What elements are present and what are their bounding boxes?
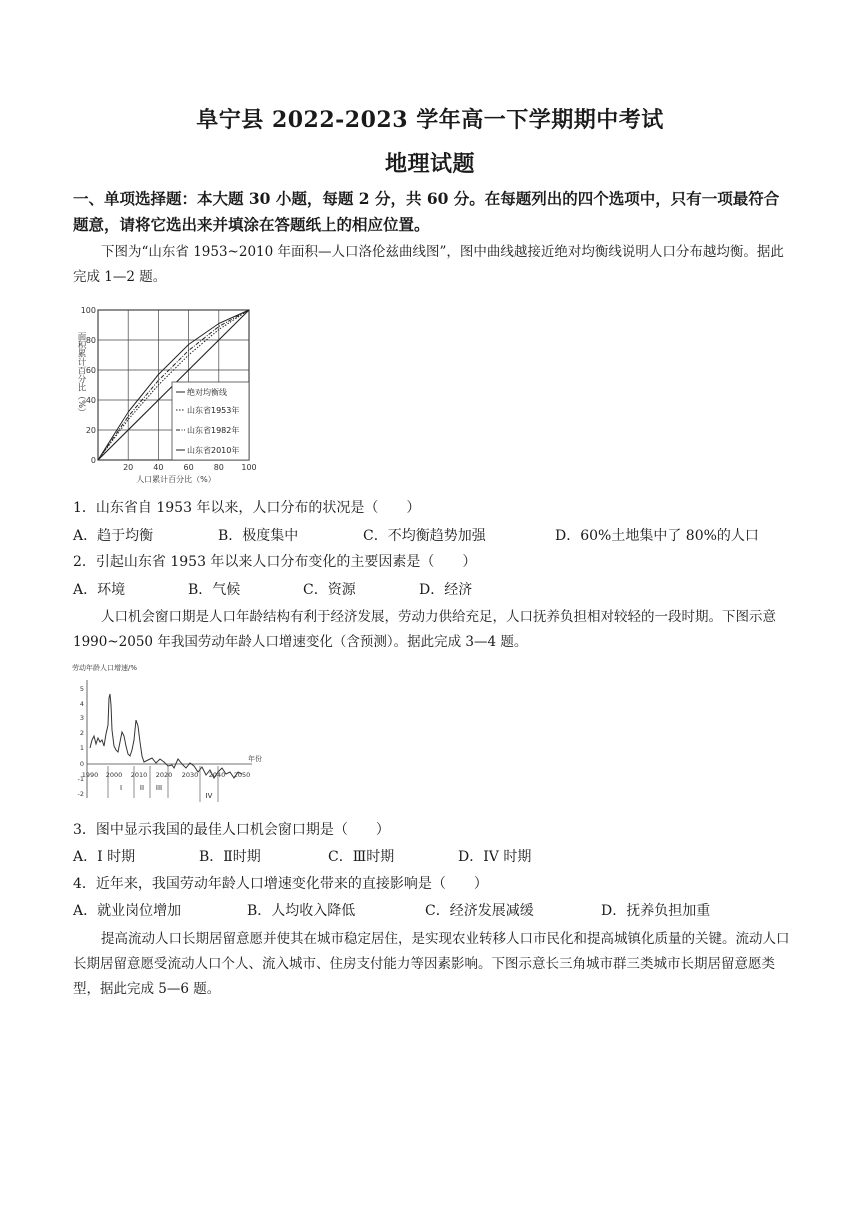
ytick-label: 80 [85, 336, 96, 345]
xtick-label: 2020 [155, 771, 173, 779]
legend-label-2010: 山东省2010年 [187, 446, 240, 455]
intro-text-2: 人口机会窗口期是人口年龄结构有利于经济发展，劳动力供给充足，人口抚养负担相对较轻的一段时期。下图示意 1990~2050 年我国劳动年龄人口增速变化（含预测）。据此完成 3—4 题。 [73, 609, 776, 650]
q3-option-d[interactable]: D．IV 时期 [458, 849, 532, 865]
ytick-label: 5 [79, 685, 84, 693]
q3-option-c[interactable]: C．Ⅲ时期 [328, 849, 395, 865]
lorenz-xlabel: 人口累计百分比（%） [136, 475, 216, 484]
exam-title: 阜宁县 2022-2023 学年高一下学期期中考试 [196, 107, 664, 133]
labor-yticks [78, 685, 84, 798]
ytick-label: 60 [85, 366, 96, 375]
q2-option-d[interactable]: D．经济 [419, 582, 473, 598]
intro-text-3: 提高流动人口长期居留意愿并使其在城市稳定居住，是实现农业转移人口市民化和提高城镇化质量的关键。流动人口长期居留意愿受流动人口个人、流入城市、住房支付能力等因素影响。下图示意长三角城市群三类城市长期居留意愿类型，据此完成 5—6 题。 [73, 931, 790, 997]
lorenz-legend [172, 382, 249, 460]
ytick-label: 100 [80, 306, 96, 315]
q4-option-b[interactable]: B．人均收入降低 [247, 903, 356, 919]
xtick-label: 80 [213, 463, 224, 472]
ytick-label: 20 [85, 426, 96, 435]
q2-option-b[interactable]: B．气候 [188, 582, 241, 598]
intro-paragraph-1 [73, 240, 795, 290]
ytick-label: 0 [79, 760, 84, 768]
ytick-label: 40 [85, 396, 96, 405]
intro-paragraph-2 [73, 605, 795, 655]
xtick-label: 2050 [233, 771, 251, 779]
intro-paragraph-3 [73, 927, 795, 1002]
question-2-stem: 2．引起山东省 1953 年以来人口分布变化的主要因素是（ ） [73, 554, 477, 570]
period-label-3: III [155, 784, 163, 792]
ytick-label: -2 [77, 790, 84, 798]
xtick-label: 2000 [105, 771, 123, 779]
period-label-2: II [139, 784, 145, 792]
ytick-label: 0 [90, 456, 96, 465]
ytick-label: 3 [79, 714, 84, 722]
q1-option-d[interactable]: D．60%土地集中了 80%的人口 [555, 528, 759, 544]
ytick-label: -1 [77, 775, 84, 783]
xtick-label: 100 [241, 463, 257, 472]
q4-option-d[interactable]: D．抚养负担加重 [601, 903, 711, 919]
period-label-1: I [119, 784, 123, 792]
xtick-label: 2010 [130, 771, 148, 779]
q3-option-a[interactable]: A．I 时期 [73, 849, 136, 865]
xtick-label: 1990 [81, 771, 99, 779]
lorenz-xticks [123, 463, 257, 472]
question-1-stem: 1．山东省自 1953 年以来，人口分布的状况是（ ） [73, 500, 421, 516]
xtick-label: 40 [153, 463, 164, 472]
question-3-stem: 3．图中显示我国的最佳人口机会窗口期是（ ） [73, 822, 390, 838]
period-label-4: IV [205, 792, 213, 800]
legend-label-equality: 绝对均衡线 [187, 388, 227, 397]
legend-label-1982: 山东省1982年 [187, 426, 240, 435]
labor-growth-chart [70, 660, 270, 810]
ytick-label: 4 [79, 700, 84, 708]
section-heading: 一、单项选择题：本大题 30 小题，每题 2 分，共 60 分。在每题列出的四个选项中，只有一项最符合题意，请将它选出来并填涂在答题纸上的相应位置。 [73, 189, 780, 234]
xtick-label: 2030 [181, 771, 199, 779]
q2-option-c[interactable]: C．资源 [303, 582, 356, 598]
q4-option-c[interactable]: C．经济发展减缓 [425, 903, 534, 919]
q4-option-a[interactable]: A．就业岗位增加 [73, 903, 182, 919]
xtick-label: 20 [123, 463, 134, 472]
ytick-label: 2 [79, 729, 84, 737]
exam-subtitle: 地理试题 [384, 151, 475, 177]
labor-xlabel: 年份 [248, 755, 262, 763]
lorenz-ylabel: 面积累计百分比（%） [76, 332, 86, 417]
legend-label-1953: 山东省1953年 [187, 406, 240, 415]
lorenz-chart [72, 300, 272, 490]
ytick-label: 1 [79, 744, 84, 752]
q1-option-c[interactable]: C．不均衡趋势加强 [363, 528, 486, 544]
labor-growth-line [90, 694, 242, 778]
question-4-stem: 4．近年来，我国劳动年龄人口增速变化带来的直接影响是（ ） [73, 876, 488, 892]
q2-option-a[interactable]: A．环境 [73, 582, 126, 598]
q1-option-b[interactable]: B．极度集中 [218, 528, 299, 544]
xtick-label: 60 [183, 463, 194, 472]
q3-option-b[interactable]: B．Ⅱ时期 [199, 849, 261, 865]
xtick-label: 2040 [208, 771, 226, 779]
labor-ylabel: 劳动年龄人口增速/% [72, 664, 138, 672]
q1-option-a[interactable]: A．趋于均衡 [73, 528, 154, 544]
intro-text-1: 下图为“山东省 1953~2010 年面积—人口洛伦兹曲线图”，图中曲线越接近绝对均衡线说明人口分布越均衡。据此完成 1—2 题。 [73, 244, 784, 285]
